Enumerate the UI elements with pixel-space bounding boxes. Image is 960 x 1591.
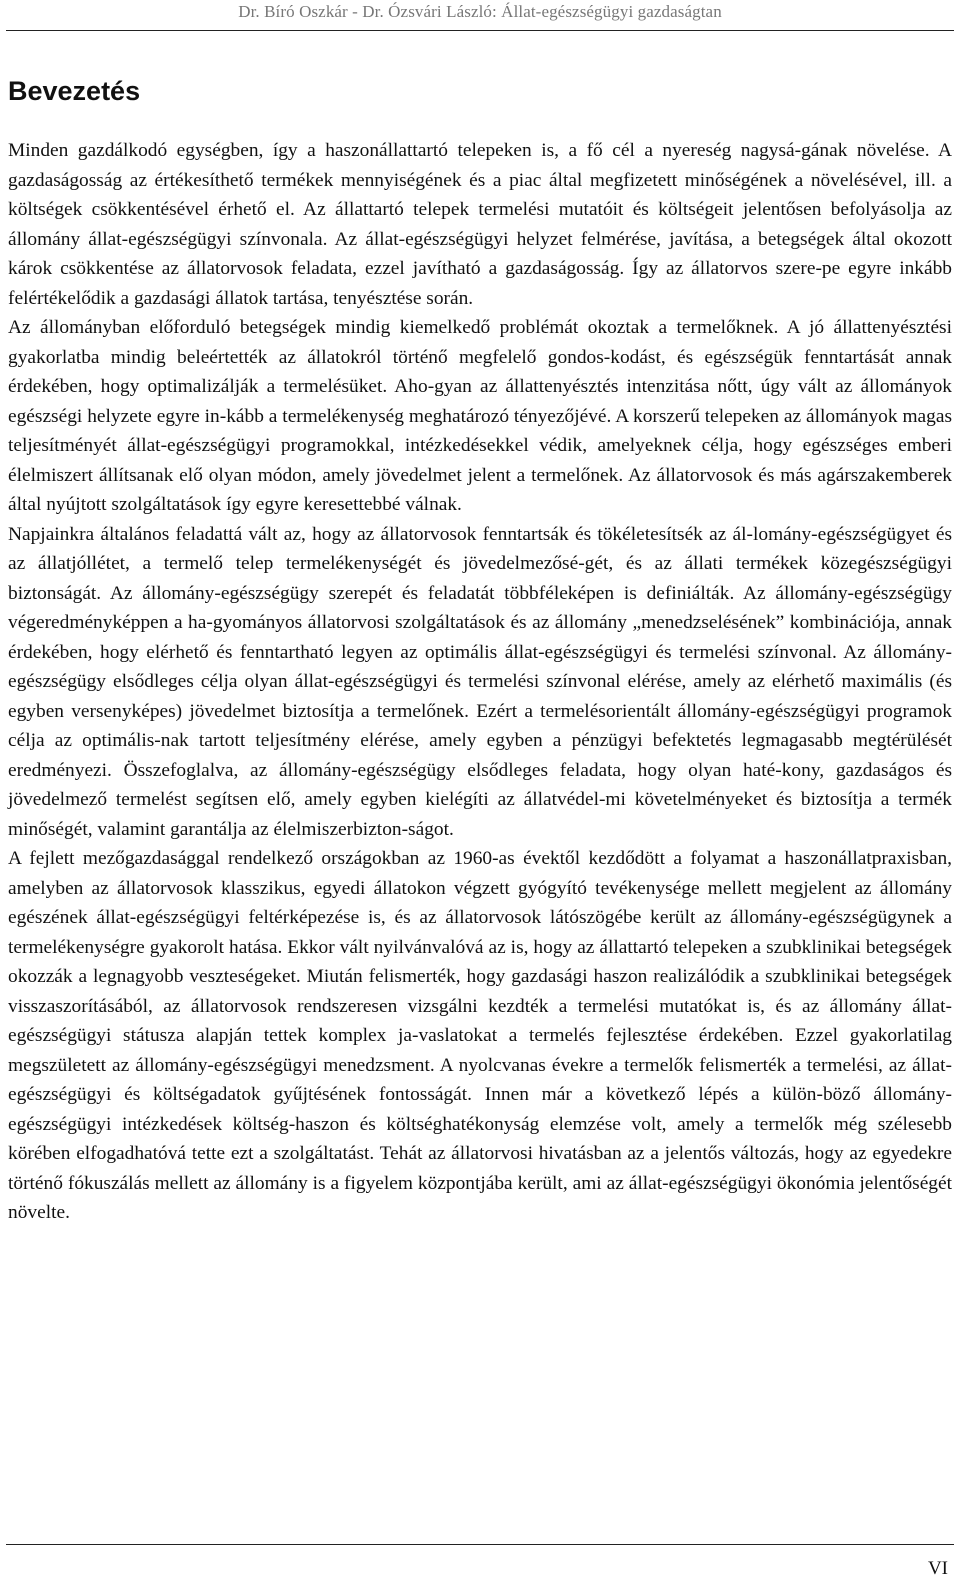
page-number: VI <box>927 1558 948 1579</box>
section-title: Bevezetés <box>8 76 141 106</box>
running-header: Dr. Bíró Oszkár - Dr. Ózsvári László: Állat-egészségügyi gazdaságtan <box>238 2 722 21</box>
paragraph-2: Az állományban előforduló betegségek mindig kiemelkedő problémát okoztak a termelőknek. A jó állattenyésztési gyakorlatba mindig beleértették az állatokról történő megfelelő gondos-kodást, és egészségük fenntartását annak érdekében, hogy optimalizálják a termelésüket. Aho-gyan az állattenyésztés intenzitása nőtt, úgy vált az állományok egészségi helyzete egyre in-kább a termelékenység meghatározó tényezőjévé. A korszerű telepeken az állományok magas teljesítményét állat-egészségügyi programokkal, intézkedésekkel védik, amelyeknek célja, hogy egészséges emberi élelmiszert állítsanak elő olyan módon, amely jövedelmet jelent a termelőnek. Az állatorvosok és más agárszakemberek által nyújtott szolgáltatások így egyre keresettebbé válnak. <box>8 317 952 515</box>
footer-divider <box>6 1544 954 1545</box>
paragraph-4: A fejlett mezőgazdasággal rendelkező országokban az 1960-as évektől kezdődött a folyamat a haszonállatpraxisban, amelyben az állatorvosok klasszikus, egyedi állatokon végzett gyógyító tevékenysége mellett megjelent az állomány egészének állat-egészségügyi feltérképezése is, és az állatorvosok látószögébe került az állomány-egészségügynek a termelékenységre gyakorolt hatása. Ekkor vált nyilvánvalóvá az is, hogy az állattartó telepeken a szubklinikai betegségek okozzák a legnagyobb veszteségeket. Miután felismerték, hogy gazdasági haszon realizálódik a szubklinikai betegségek visszaszorításából, az állatorvosok rendszeresen vizsgálni kezdték a termelési mutatókat is, és az állomány állat-egészségügyi státusza alapján tettek komplex ja-vaslatokat a termelés fejlesztése érdekében. Ezzel gyakorlatilag megszületett az állomány-egészségügyi menedzsment. A nyolcvanas évekre a termelők felismerték a termelési, az állat-egészségügyi és költségadatok gyűjtésének fontosságát. Innen már a következő lépés a külön-böző állomány-egészségügyi intézkedések költség-haszon és költséghatékonyság elemzése volt, amely a termelők még szélesebb körében elfogadhatóvá tette ezt a szolgáltatást. Tehát az állatorvosi hivatásban az a jelentős változás, hogy az egyedekre történő fókuszálás mellett az állomány is a figyelem központjába került, ami az állat-egészségügyi ökonómia jelentőségét növelte. <box>8 848 952 1223</box>
header-divider <box>6 30 954 31</box>
body-text <box>8 136 952 1228</box>
paragraph-3: Napjainkra általános feladattá vált az, hogy az állatorvosok fenntartsák és tökéletesítsék az ál-lomány-egészségügyet és az állatjóllétet, a termelő telep termelékenységét és jövedelmezősé-gét, és az állati termékek közegészségügyi biztonságát. Az állomány-egészségügy szerepét és feladatát többféleképen is definiálták. Az állomány-egészségügy végeredményképpen a ha-gyományos állatorvosi szolgáltatások és az állomány „menedzselésének” kombinációja, annak érdekében, hogy elérhető és fenntartható legyen az optimális állat-egészségügyi és termelési színvonal. Az állomány-egészségügy elsődleges célja olyan állat-egészségügyi és termelési színvonal elérése, amely az elérhető maximális (és egyben versenyképes) jövedelmet biztosítja a termelőnek. Ezért a termelésorientált állomány-egészségügyi programok célja az optimális-nak tartott teljesítmény elérése, amely egyben a pénzügyi befektetés legmagasabb megtérülését eredményezi. Összefoglalva, az állomány-egészségügy elsődleges feladata, hogy olyan haté-kony, gazdaságos és jövedelmező termelést segítsen elő, amely egyben kielégíti az állatvédel-mi követelményeket és biztosítja a termék minőségét, valamint garantálja az élelmiszerbizton-ságot. <box>8 523 952 840</box>
paragraph-1: Minden gazdálkodó egységben, így a haszonállattartó telepeken is, a fő cél a nyereség nagysá-gának növelése. A gazdaságosság az értékesíthető termékek mennyiségének és a piac által megfizetett minőségének a növelésével, ill. a költségek csökkentésével érhető el. Az állattartó telepek termelési mutatóit és költségeit jelentősen befolyásolja az állomány állat-egészségügyi színvonala. Az állat-egészségügyi helyzet felmérése, javítása, a betegségek által okozott károk csökkentése az állatorvosok feladata, ezzel javítható a gazdaságosság. Így az állatorvos szere-pe egyre inkább felértékelődik a gazdasági állatok tartása, tenyésztése során. <box>8 140 952 309</box>
